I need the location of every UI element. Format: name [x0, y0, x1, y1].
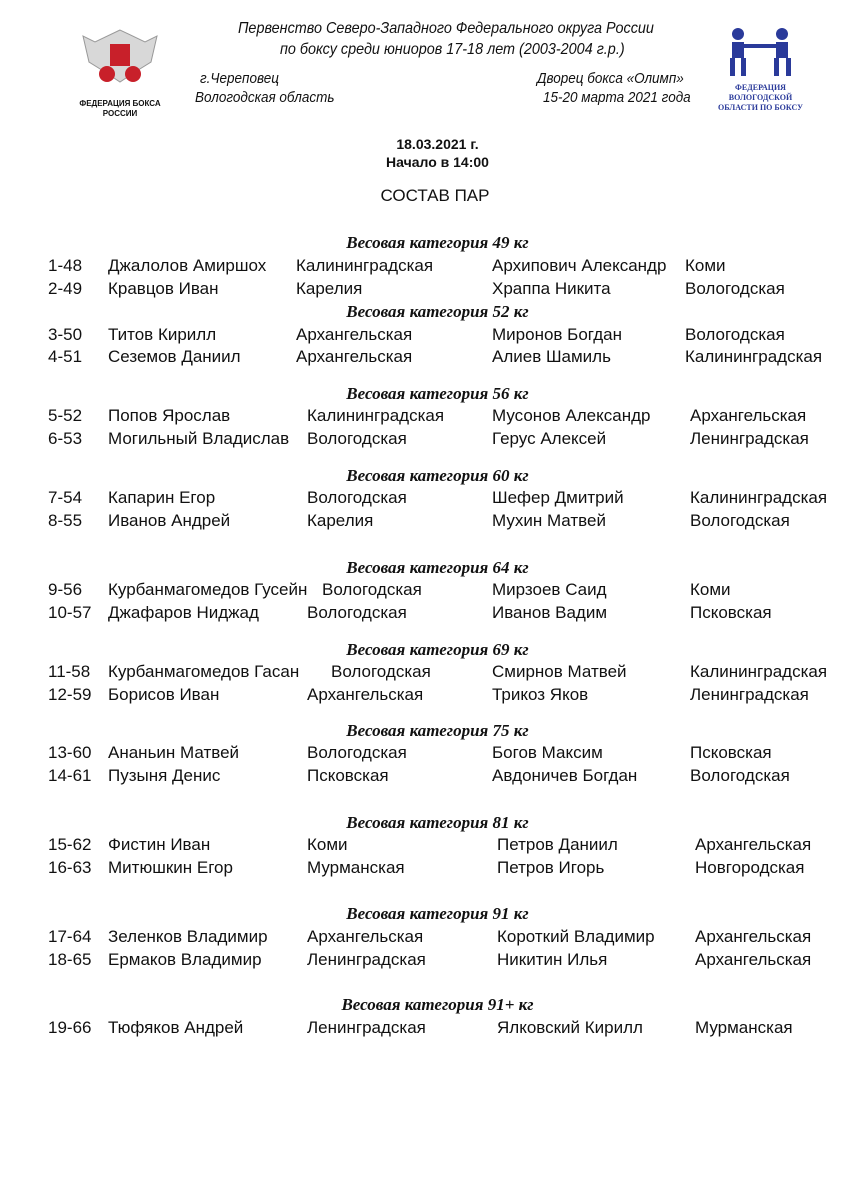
red-corner-region: Псковская [307, 766, 389, 785]
bout-number: 9-56 [48, 580, 83, 599]
blue-corner-name: Короткий Владимир [497, 927, 655, 946]
weight-category-title: Весовая категория 49 кг [346, 233, 529, 252]
weight-category-title: Весовая категория 52 кг [346, 302, 529, 321]
red-corner-name: Могильный Владислав [108, 429, 290, 448]
bout-number: 14-61 [48, 766, 92, 785]
blue-corner-name: Шефер Дмитрий [492, 488, 624, 507]
red-corner-region: Архангельская [307, 685, 424, 704]
blue-corner-region: Псковская [690, 603, 772, 622]
blue-corner-name: Авдоничев Богдан [492, 766, 638, 785]
red-corner-region: Коми [307, 835, 348, 854]
blue-corner-region: Ленинградская [690, 685, 809, 704]
bout-number: 19-66 [48, 1018, 92, 1037]
red-corner-region: Архангельская [296, 347, 413, 366]
bout-number: 17-64 [48, 927, 92, 946]
red-corner-region: Калининградская [307, 406, 445, 425]
red-corner-region: Вологодская [307, 429, 407, 448]
red-corner-name: Кравцов Иван [108, 279, 219, 298]
blue-corner-name: Никитин Илья [497, 950, 608, 969]
region: Вологодская область [195, 89, 335, 106]
red-corner-region: Калининградская [296, 256, 434, 275]
red-corner-region: Вологодская [307, 488, 407, 507]
red-corner-region: Вологодская [307, 743, 407, 762]
red-corner-name: Ананьин Матвей [108, 743, 240, 762]
weight-category-title: Весовая категория 64 кг [346, 558, 529, 577]
red-corner-name: Капарин Егор [108, 488, 216, 507]
blue-corner-name: Петров Игорь [497, 858, 605, 877]
event-title-line2: по боксу среди юниоров 17-18 лет (2003-2004 г.р.) [280, 41, 625, 58]
red-corner-name: Титов Кирилл [108, 325, 217, 344]
blue-corner-region: Мурманская [695, 1018, 793, 1037]
red-corner-name: Фистин Иван [108, 835, 211, 854]
red-corner-region: Архангельская [307, 927, 424, 946]
weight-category-title: Весовая категория 91+ кг [341, 995, 534, 1014]
start-time: Начало в 14:00 [386, 154, 489, 170]
red-corner-name: Курбанмагомедов Гасан [108, 662, 300, 681]
blue-corner-name: Мухин Матвей [492, 511, 606, 530]
weight-category-title: Весовая категория 81 кг [346, 813, 529, 832]
bout-number: 11-58 [48, 662, 91, 681]
red-corner-name: Борисов Иван [108, 685, 220, 704]
venue: Дворец бокса «Олимп» [537, 70, 684, 87]
red-corner-name: Курбанмагомедов Гусейн [108, 580, 308, 599]
blue-corner-region: Коми [690, 580, 731, 599]
bout-number: 1-48 [48, 256, 83, 275]
red-corner-region: Ленинградская [307, 950, 426, 969]
bout-number: 7-54 [48, 488, 83, 507]
blue-corner-region: Архангельская [695, 927, 812, 946]
red-corner-name: Ермаков Владимир [108, 950, 262, 969]
city: г.Череповец [200, 70, 279, 87]
red-corner-name: Попов Ярослав [108, 406, 231, 425]
blue-corner-name: Петров Даниил [497, 835, 618, 854]
bout-number: 5-52 [48, 406, 83, 425]
document-title: СОСТАВ ПАР [380, 186, 490, 205]
red-corner-region: Вологодская [331, 662, 431, 681]
blue-corner-region: Калининградская [690, 662, 828, 681]
left-logo-text: ФЕДЕРАЦИЯ БОКСА РОССИИ [79, 99, 161, 118]
red-corner-region: Мурманская [307, 858, 405, 877]
blue-corner-region: Калининградская [690, 488, 828, 507]
blue-corner-name: Мирзоев Саид [492, 580, 607, 599]
blue-corner-region: Архангельская [690, 406, 807, 425]
dates: 15-20 марта 2021 года [543, 89, 691, 106]
event-title-line1: Первенство Северо-Западного Федерального округа России [238, 20, 654, 37]
weight-category-title: Весовая категория 60 кг [346, 466, 529, 485]
blue-corner-region: Архангельская [695, 835, 812, 854]
red-corner-name: Джафаров Ниджад [108, 603, 259, 622]
blue-corner-name: Мусонов Александр [492, 406, 651, 425]
weight-category-title: Весовая категория 69 кг [346, 640, 529, 659]
blue-corner-name: Алиев Шамиль [492, 347, 611, 366]
red-corner-region: Архангельская [296, 325, 413, 344]
blue-corner-name: Архипович Александр [492, 256, 667, 275]
red-corner-name: Пузыня Денис [108, 766, 221, 785]
weight-category-title: Весовая категория 75 кг [346, 721, 529, 740]
blue-corner-name: Богов Максим [492, 743, 603, 762]
bout-number: 8-55 [48, 511, 83, 530]
blue-corner-region: Архангельская [695, 950, 812, 969]
bout-number: 18-65 [48, 950, 92, 969]
blue-corner-region: Псковская [690, 743, 772, 762]
red-corner-name: Джалолов Амиршох [108, 256, 267, 275]
federation-boxing-russia-logo [75, 22, 165, 117]
bout-number: 6-53 [48, 429, 83, 448]
blue-corner-region: Калининградская [685, 347, 823, 366]
blue-corner-name: Трикоз Яков [492, 685, 589, 704]
blue-corner-region: Вологодская [690, 766, 790, 785]
blue-corner-region: Ленинградская [690, 429, 809, 448]
bout-date: 18.03.2021 г. [396, 136, 479, 152]
blue-corner-region: Вологодская [685, 325, 785, 344]
blue-corner-name: Смирнов Матвей [492, 662, 627, 681]
red-corner-name: Зеленков Владимир [108, 927, 268, 946]
red-corner-region: Вологодская [307, 603, 407, 622]
bout-number: 12-59 [48, 685, 92, 704]
bout-number: 16-63 [48, 858, 92, 877]
red-corner-name: Митюшкин Егор [108, 858, 233, 877]
blue-corner-name: Герус Алексей [492, 429, 607, 448]
bout-number: 13-60 [48, 743, 92, 762]
bout-number: 2-49 [48, 279, 83, 298]
blue-corner-region: Вологодская [685, 279, 785, 298]
bout-number: 3-50 [48, 325, 83, 344]
blue-corner-name: Иванов Вадим [492, 603, 608, 622]
vologda-boxing-federation-logo [708, 26, 813, 111]
bout-number: 10-57 [48, 603, 92, 622]
red-corner-name: Иванов Андрей [108, 511, 231, 530]
bout-number: 4-51 [48, 347, 83, 366]
red-corner-name: Сеземов Даниил [108, 347, 241, 366]
weight-category-title: Весовая категория 56 кг [346, 384, 529, 403]
blue-corner-name: Миронов Богдан [492, 325, 622, 344]
blue-corner-name: Ялковский Кирилл [497, 1018, 643, 1037]
right-logo-text: ФЕДЕРАЦИЯ ВОЛОГОДСКОЙ ОБЛАСТИ ПО БОКСУ [717, 83, 804, 112]
weight-category-title: Весовая категория 91 кг [346, 904, 529, 923]
blue-corner-region: Вологодская [690, 511, 790, 530]
red-corner-region: Вологодская [322, 580, 422, 599]
red-corner-region: Ленинградская [307, 1018, 426, 1037]
red-corner-region: Карелия [307, 511, 374, 530]
blue-corner-name: Храппа Никита [492, 279, 611, 298]
blue-corner-region: Коми [685, 256, 726, 275]
red-corner-region: Карелия [296, 279, 363, 298]
bout-number: 15-62 [48, 835, 92, 854]
red-corner-name: Тюфяков Андрей [108, 1018, 244, 1037]
blue-corner-region: Новгородская [695, 858, 805, 877]
